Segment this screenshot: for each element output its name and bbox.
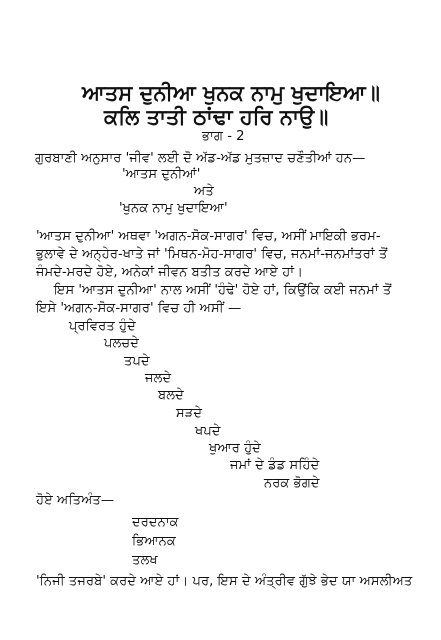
cascade-item: ਨਰਕ ਭੋਗਦੇ xyxy=(264,476,320,491)
quote-khunak-naam: 'ਖੁਨਕ ਨਾਮੁ ਖੁਦਾਇਆ' xyxy=(119,201,228,216)
quote-atas-duniya: 'ਆਤਸ ਦੁਨੀਆਂ' xyxy=(122,167,201,182)
cascade-item: ਪਲਚਦੇ xyxy=(104,336,140,351)
para2-line1: ਇਸ 'ਆਤਸ ਦੁਨੀਆ' ਨਾਲ ਅਸੀਂ 'ਹੰਢੇ' ਹੋਏ ਹਾਂ, ਕਿਉਂਕਿ ਕਈ ਜਨਮਾਂ ਤੋਂ xyxy=(54,283,392,298)
cascade-item: ਬਲਦੇ xyxy=(158,388,184,403)
para1-line1: 'ਆਤਸ ਦੁਨੀਆ' ਅਥਵਾ 'ਅਗਨ-ਸੋਕ-ਸਾਗਰ' ਵਿਚ, ਅਸੀਂ ਮਾਇਕੀ ਭਰਮ- xyxy=(36,229,381,244)
conjunction: ਅਤੇ xyxy=(194,184,214,199)
cascade-item: ਜਲਦੇ xyxy=(145,371,172,386)
part-label: ਭਾਗ - 2 xyxy=(202,129,245,144)
adjective-item: ਤਲਖ xyxy=(132,553,158,568)
title-line-2: ਕਲਿ ਤਾਤੀ ਠਾਂਢਾ ਹਰਿ ਨਾਉ॥ xyxy=(104,105,329,129)
para1-line3: ਜੰਮਦੇ-ਮਰਦੇ ਹੋਏ, ਅਨੇਕਾਂ ਜੀਵਨ ਬਤੀਤ ਕਰਦੇ ਆਏ ਹਾਂ। xyxy=(36,265,303,280)
adjective-item: ਭਿਆਨਕ xyxy=(132,534,176,549)
closing-line: 'ਨਿਜੀ ਤਜਰਬੇ' ਕਰਦੇ ਆਏ ਹਾਂ। ਪਰ, ਇਸ ਦੇ ਅੰਤ੍ਰੀਵ ਗੁੱਝੇ ਭੇਦ ਯਾ ਅਸਲੀਅਤ xyxy=(36,574,413,589)
para1-line2: ਭੁਲਾਵੇ ਦੇ ਅਨ੍ਹੇਰ-ਖਾਤੇ ਜਾਂ 'ਮਿਥਨ-ਮੋਹ-ਸਾਗਰ' ਵਿਚ, ਜਨਮਾਂ-ਜਨਮਾਂਤਰਾਂ ਤੋਂ xyxy=(36,247,388,262)
cascade-item: ਖੁਆਰ ਹੁੰਦੇ xyxy=(209,441,261,456)
para2-line2: ਇਸੇ 'ਅਗਨ-ਸੋਕ-ਸਾਗਰ' ਵਿਚ ਹੀ ਅਸੀਂ — xyxy=(36,301,242,316)
adjective-item: ਦਰਦਨਾਕ xyxy=(132,515,179,530)
cascade-item: ਸੜਦੇ xyxy=(176,406,203,421)
title-line-1: ਆਤਸ ਦੁਨੀਆ ਖੁਨਕ ਨਾਮੁ ਖੁਦਾਇਆ॥ xyxy=(82,81,380,105)
cascade-item: ਜਮਾਂ ਦੇ ਡੰਡ ਸਹਿੰਦੇ xyxy=(230,458,320,473)
cascade-item: ਪ੍ਰਵਿਰਤ ਹੁੰਦੇ xyxy=(69,319,136,334)
intro-line: ਗੁਰਬਾਣੀ ਅਨੁਸਾਰ 'ਜੀਵ' ਲਈ ਦੋ ਅੱਡ-ਅੱਡ ਮੁਤਜ਼ਾਦ ਚਣੌਤੀਆਂ ਹਨ— xyxy=(35,151,366,166)
after-cascade: ਹੋਏ ਅਤਿਅੰਤ— xyxy=(36,493,115,508)
cascade-item: ਤਪਦੇ xyxy=(124,354,150,369)
cascade-item: ਖਪਦੇ xyxy=(195,424,221,439)
